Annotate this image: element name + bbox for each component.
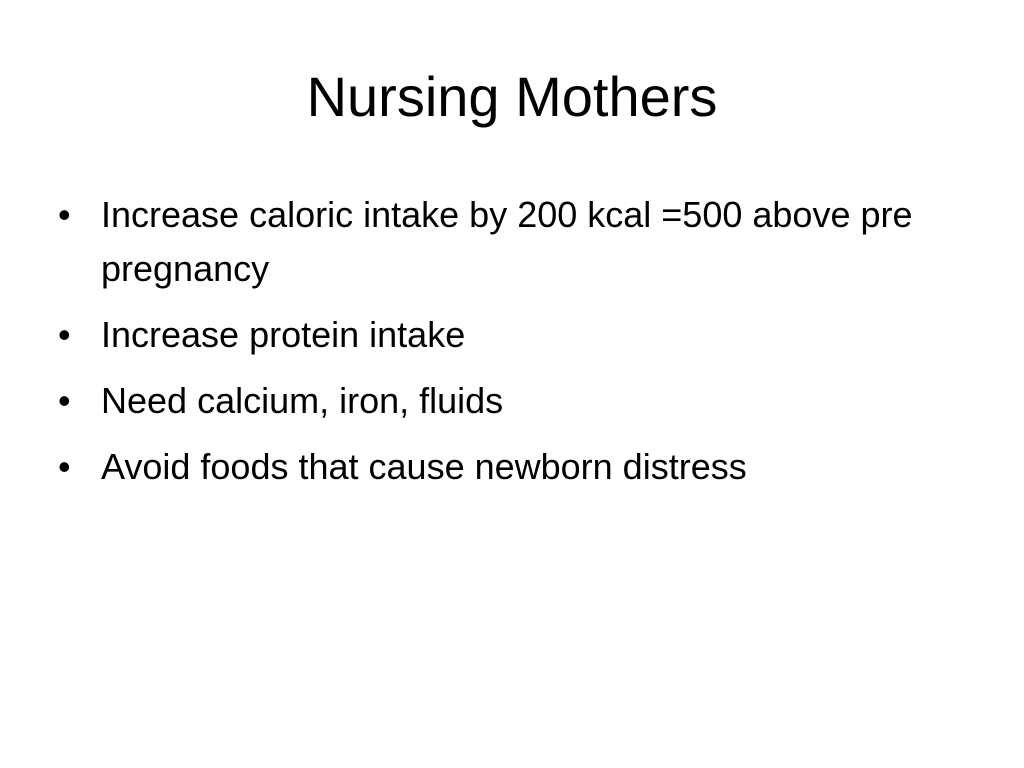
bullet-text: Need calcium, iron, fluids xyxy=(101,380,504,421)
bullet-list xyxy=(58,188,958,506)
bullet-item xyxy=(58,188,958,296)
bullet-text: Increase caloric intake by 200 kcal =500 above pre pregnancy xyxy=(101,194,913,289)
bullet-icon: • xyxy=(58,314,71,355)
bullet-item xyxy=(58,440,958,494)
bullet-text: Increase protein intake xyxy=(101,314,466,355)
bullet-icon: • xyxy=(58,194,71,235)
bullet-icon: • xyxy=(58,446,71,487)
bullet-text: Avoid foods that cause newborn distress xyxy=(101,446,747,487)
bullet-item xyxy=(58,308,958,362)
slide-title: Nursing Mothers xyxy=(306,65,718,128)
bullet-item xyxy=(58,374,958,428)
bullet-icon: • xyxy=(58,380,71,421)
